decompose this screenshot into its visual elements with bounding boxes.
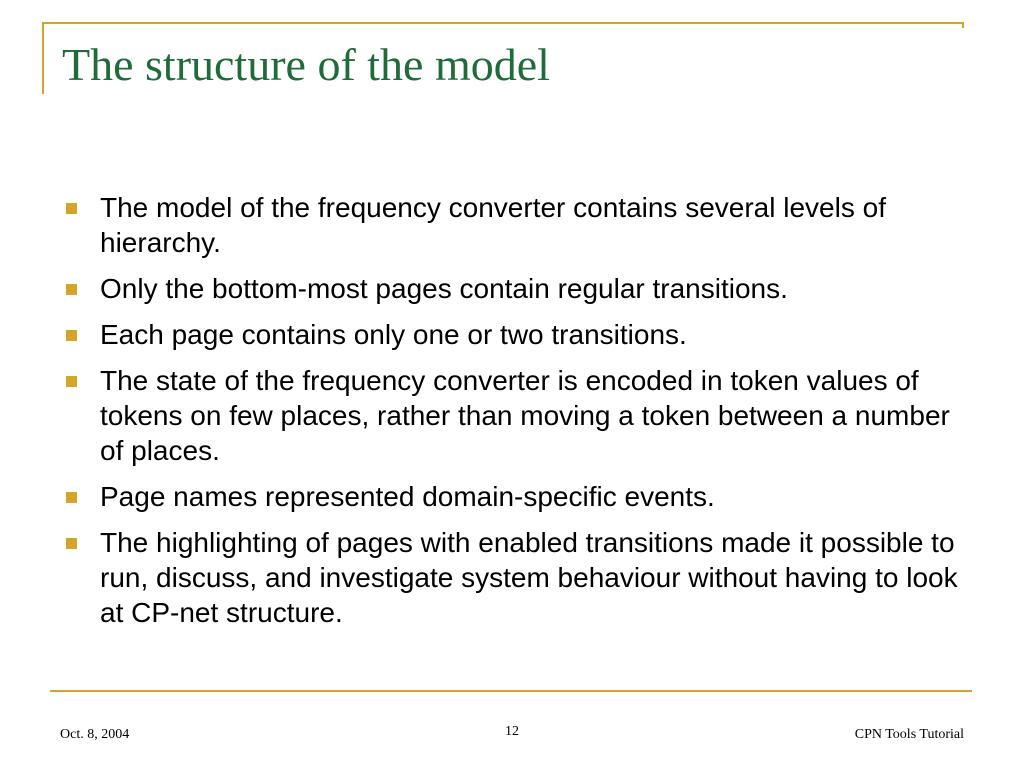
bullet-text: The highlighting of pages with enabled transitions made it possible to run, discuss, and investigate system behaviour without having to look at CP-net structure. [100, 527, 958, 628]
slide-title: The structure of the model [62, 39, 550, 90]
bullet-item [66, 363, 966, 468]
footer-date: Oct. 8, 2004 [60, 727, 130, 742]
square-bullet-icon [66, 284, 77, 295]
footer-page-number: 12 [505, 724, 519, 739]
frame-top-line [42, 22, 964, 24]
bullet-item [66, 525, 966, 630]
square-bullet-icon [66, 376, 77, 387]
square-bullet-icon [66, 538, 77, 549]
frame-right-tick [962, 22, 964, 28]
square-bullet-icon [66, 492, 77, 503]
footer-divider [50, 690, 972, 692]
bullet-text: Only the bottom-most pages contain regular transitions. [100, 273, 788, 304]
bullet-item [66, 479, 966, 514]
footer-presentation-name: CPN Tools Tutorial [854, 727, 964, 742]
bullet-text: The state of the frequency converter is encoded in token values of tokens on few places, rather than moving a token between a number of places. [100, 365, 950, 466]
bullet-text: Each page contains only one or two transitions. [100, 319, 687, 350]
square-bullet-icon [66, 203, 77, 214]
square-bullet-icon [66, 330, 77, 341]
bullet-text: Page names represented domain-specific events. [100, 481, 715, 512]
bullet-item [66, 190, 966, 260]
bullet-text: The model of the frequency converter contains several levels of hierarchy. [100, 192, 886, 258]
bullet-list [66, 190, 966, 641]
frame-left-line [42, 22, 44, 94]
bullet-item [66, 271, 966, 306]
bullet-item [66, 317, 966, 352]
